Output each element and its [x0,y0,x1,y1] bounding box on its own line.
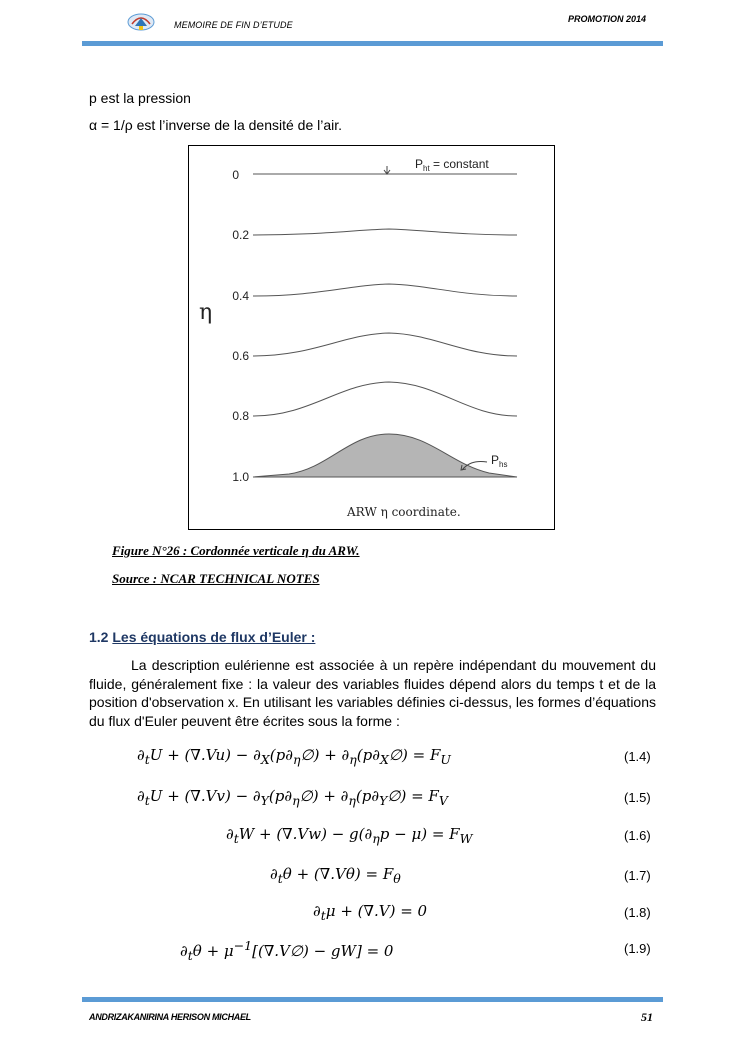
figure-inner-caption: ARW η coordinate. [347,505,461,519]
section-number: 1.2 [89,629,113,645]
equation-1.8: $\partial_t\mu + (\nabla.V) = 0$ [313,902,428,923]
intro-line-2: α = 1/ρ est l’inverse de la densité de l’air. [89,117,343,133]
pht-arrow [384,166,390,174]
eta-coordinate-figure [188,145,555,530]
eta-figure-svg [189,146,554,529]
eta-tick-label: 0 [232,168,239,182]
logo [126,10,156,34]
eta-level-0.4 [253,284,517,296]
terrain-fill [253,434,517,477]
phs-label: $P_{hs}$ [491,453,508,469]
equation-number: (1.8) [624,905,651,920]
eta-level-0.6 [253,333,517,356]
intro-line-1: p est la pression [89,90,191,106]
pht-label: $P_{ht}$ = constant [415,157,489,173]
footer-author: ANDRIZAKANIRINA HERISON MICHAEL [89,1012,251,1022]
eta-tick-label: 0.4 [232,289,249,303]
eta-level-0.2 [253,229,517,235]
equation-1.4: $\partial_tU + (\nabla.Vu)$ − $\partial_X(p\partial_\eta\emptyset)$ + $\partial_\eta(p\partial_X\emptyset) = F_U$ [137,746,451,767]
equation-1.6: $\partial_tW + (\nabla.Vw) - g(\partial_\eta p - \mu) = F_W$ [226,825,473,846]
equation-number: (1.4) [624,749,651,764]
page-number: 51 [641,1010,653,1024]
paragraph-text: La description eulérienne est associée à un repère indépendant du mouvement du fluide, généralement fixe : la valeur des variables fluides dépend alors du temps t et de la position d'observation x. En utilisant les variables définies ci-dessus, les formes d’équations du flux d'Euler peuvent être écrites sous la forme : [89,657,656,729]
eta-axis-symbol: η [199,300,213,325]
equation-number: (1.9) [624,941,651,956]
equation-number: (1.7) [624,868,651,883]
eta-tick-label: 1.0 [232,470,249,484]
equation-1.7: $\partial_t\theta + (\nabla.V\theta) = F_\theta$ [270,865,401,886]
equation-1.5: $\partial_tU + (\nabla.Vv)$ − $\partial_Y(p\partial_\eta\emptyset)$ + $\partial_\eta(p\partial_Y\emptyset) = F_V$ [137,787,448,808]
figure-source: Source : NCAR TECHNICAL NOTES [112,571,320,586]
figure-caption: Figure N°26 : Cordonnée verticale η du ARW. [112,543,360,558]
equation-number: (1.5) [624,790,651,805]
section-title: Les équations de flux d’Euler : [112,629,316,645]
footer-divider [82,997,663,1002]
header-promotion: PROMOTION 2014 [568,14,647,24]
eta-tick-label: 0.6 [232,349,249,363]
section-heading [89,629,315,645]
body-paragraph [89,656,656,730]
header-divider [82,41,663,46]
eta-tick-label: 0.8 [232,409,249,423]
eta-level-0.8 [253,382,517,416]
equation-number: (1.6) [624,828,651,843]
eta-tick-label: 0.2 [232,228,249,242]
equation-1.9: $\partial_t\theta$ + $\mu^{-1}[(\nabla.V\emptyset) - gW] = 0$ [180,938,394,963]
header-title: MEMOIRE DE FIN D’ETUDE [174,20,293,30]
